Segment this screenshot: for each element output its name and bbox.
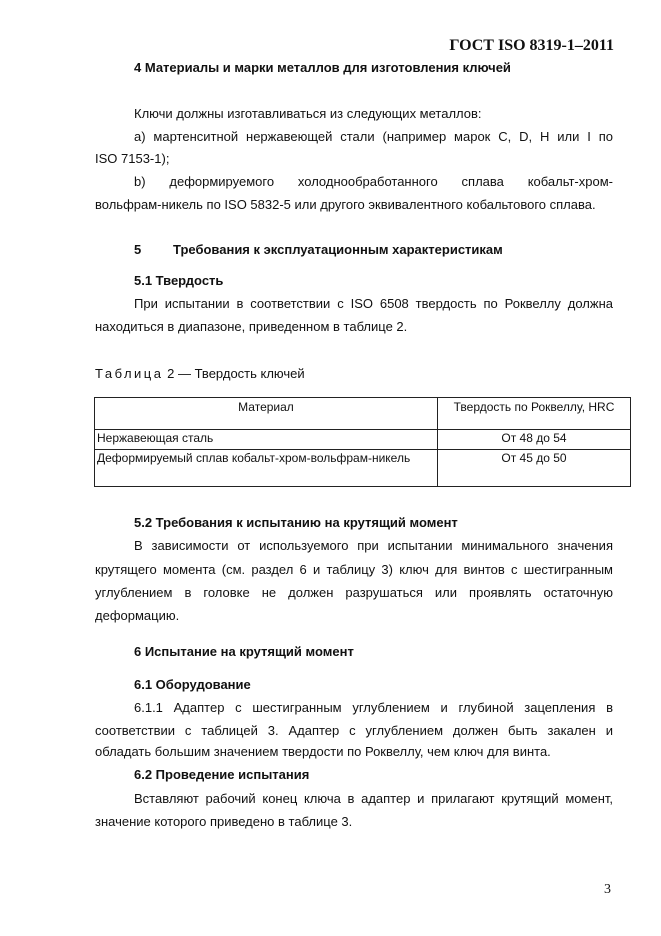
section-4-item-a-line2: ISO 7153-1); [95,151,170,166]
section-5-heading: Требования к эксплуатационным характеристикам [173,242,503,257]
page-number: 3 [604,882,611,897]
standard-designation: ГОСТ ISO 8319-1–2011 [449,37,614,54]
section-6-2-heading: 6.2 Проведение испытания [134,767,310,782]
section-5-2-line3: углублением в головке не должен разрушаться или проявлять остаточную [95,585,613,600]
section-5-2-line4: деформацию. [95,608,180,623]
section-6-2-line1: Вставляют рабочий конец ключа в адаптер и прилагают крутящий момент, [134,791,613,806]
table-cell-hardness: От 48 до 54 [438,430,631,450]
table-cell-hardness: От 45 до 50 [438,450,631,487]
section-6-1-line2: соответствии с таблицей 3. Адаптер с углублением должен быть закален и [95,723,613,738]
section-4-intro: Ключи должны изготавливаться из следующих металлов: [134,106,482,121]
table-caption-text: 2 — Твердость ключей [167,366,305,381]
section-5-2-heading: 5.2 Требования к испытанию на крутящий момент [134,515,458,530]
section-4-item-b-line2: вольфрам-никель по ISO 5832-5 или другого эквивалентного кобальтового сплава. [95,197,596,212]
section-5-number: 5 [134,242,142,257]
section-6-1-heading: 6.1 Оборудование [134,677,251,692]
section-5-2-line1: В зависимости от используемого при испытании минимального значения [134,538,613,553]
section-6-1-line1: 6.1.1 Адаптер с шестигранным углублением и глубиной зацепления в [134,700,613,715]
column-header-hardness: Твердость по Роквеллу, HRC [438,398,631,430]
table-row [95,430,631,450]
table-caption-label: Таблица [95,366,164,381]
section-5-1-line1: При испытании в соответствии с ISO 6508 твердость по Роквеллу должна [134,296,613,311]
table-cell-material: Деформируемый сплав кобальт-хром-вольфрам-никель [95,450,438,487]
section-5-1-heading: 5.1 Твердость [134,273,224,288]
hardness-table [94,397,631,487]
section-6-2-line2: значение которого приведено в таблице 3. [95,814,353,829]
table-cell-material: Нержавеющая сталь [95,430,438,450]
section-4-heading: 4 Материалы и марки металлов для изготовления ключей [134,60,511,75]
section-4-item-b-line1: b) деформируемого холоднообработанного сплава кобальт-хром- [134,174,613,189]
section-5-1-line2: находиться в диапазоне, приведенном в таблице 2. [95,319,408,334]
section-6-heading: 6 Испытание на крутящий момент [134,644,354,659]
section-6-1-line3: обладать большим значением твердости по Роквеллу, чем ключ для винта. [95,744,551,759]
table-caption [95,366,305,381]
column-header-material: Материал [95,398,438,430]
section-4-item-a-line1: а) мартенситной нержавеющей стали (например марок С, D, H или I по [134,129,613,144]
table-header-row [95,398,631,430]
section-5-2-line2: крутящего момента (см. раздел 6 и таблицу 3) ключ для винтов с шестигранным [95,562,613,577]
table-row [95,450,631,487]
